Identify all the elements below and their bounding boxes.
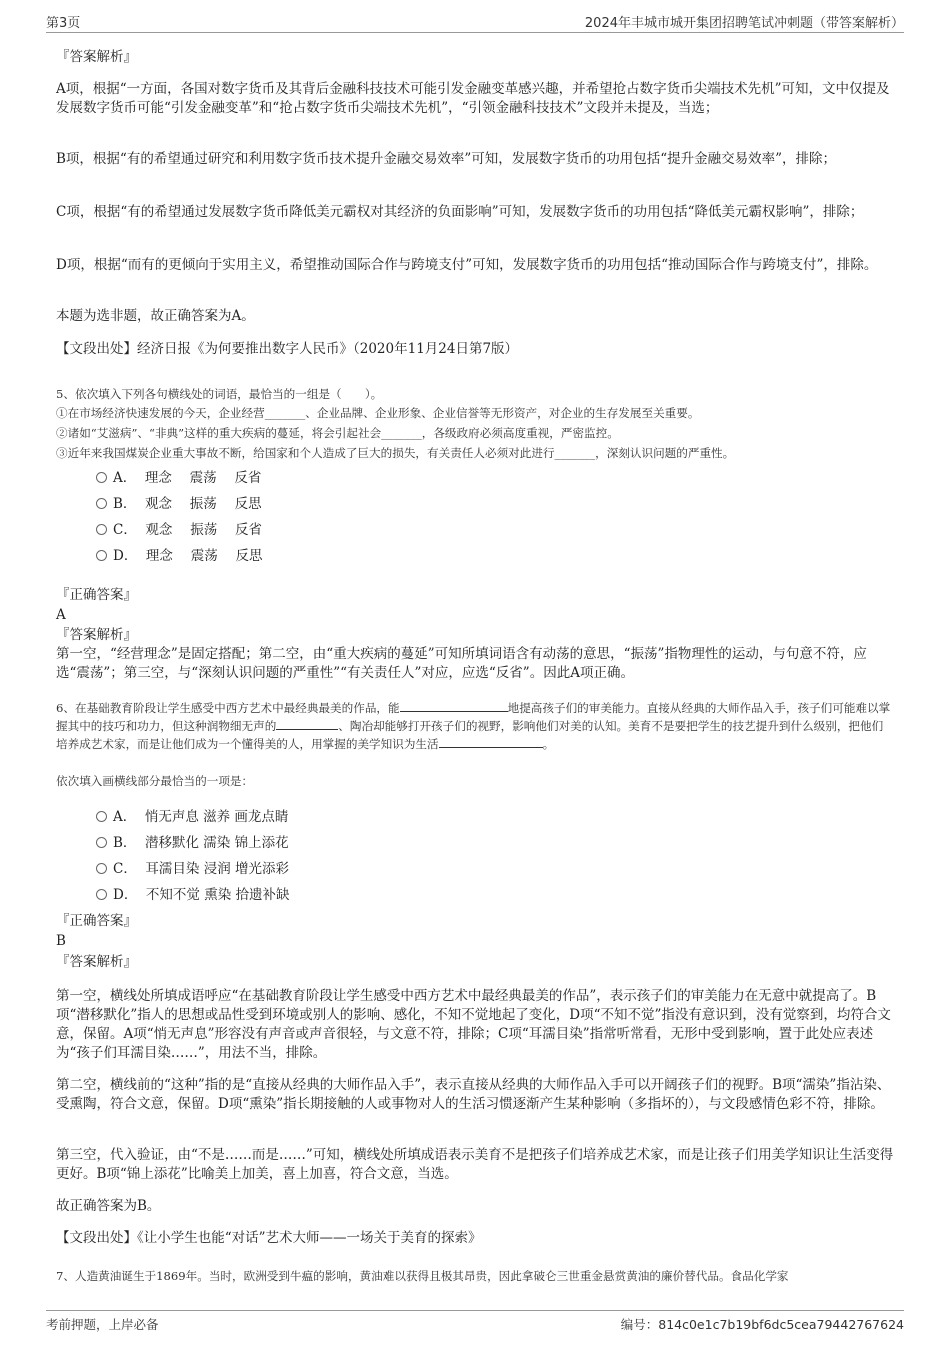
radio-icon[interactable] [96, 837, 107, 848]
radio-icon[interactable] [96, 498, 107, 509]
blank-line [439, 735, 543, 748]
blank-line [276, 717, 338, 730]
footer-slogan: 考前押题，上岸必备 [46, 1317, 159, 1332]
q6-option-d[interactable]: D． 不知不觉 熏染 拾遗补缺 [96, 885, 290, 905]
q4-analysis-c: C项，根据“有的希望通过发展数字货币降低美元霸权对其经济的负面影响”可知，发展数字货币的功用包括“降低美元霸权影响”，排除； [56, 204, 864, 220]
q4-analysis-label: 『答案解析』 [56, 49, 137, 65]
q6-analysis-p3: 第三空，代入验证，由“不是……而是……”可知，横线处所填成语表示美育不是把孩子们培养成艺术家，而是让孩子们用美学知识让生活变得更好。B项“锦上添花”比喻美上加美，喜上加喜，符合文意，当选。 [56, 1147, 894, 1182]
radio-icon[interactable] [96, 524, 107, 535]
q5-answer-label: 『正确答案』 [56, 587, 137, 603]
q4-analysis-d: D项，根据“而有的更倾向于实用主义，希望推动国际合作与跨境支付”可知，发展数字货币的功用包括“推动国际合作与跨境支付”，排除。 [56, 257, 878, 273]
radio-icon[interactable] [96, 863, 107, 874]
document-id: 编号：814c0e1c7b19bf6dc5cea79442767624 [620, 1317, 904, 1332]
q6-source: 【文段出处】《让小学生也能“对话”艺术大师——一场关于美育的探索》 [56, 1230, 482, 1246]
q5-option-d[interactable]: D． 理念 震荡 反思 [96, 546, 263, 566]
q5-stem: 5、依次填入下列各句横线处的词语，最恰当的一组是（ ）。 [56, 387, 383, 401]
page-header [46, 12, 904, 33]
q6-prompt: 依次填入画横线部分最恰当的一项是： [56, 774, 254, 788]
q6-option-c[interactable]: C． 耳濡目染 浸润 增光添彩 [96, 859, 289, 879]
blank-line [400, 699, 508, 712]
radio-icon[interactable] [96, 889, 107, 900]
q5-analysis-label: 『答案解析』 [56, 627, 137, 643]
q6-analysis-label: 『答案解析』 [56, 954, 137, 970]
q6-analysis-p1: 第一空，横线处所填成语呼应“在基础教育阶段让学生感受中西方艺术中最经典最美的作品”，表示孩子们的审美能力在无意中就提高了。B项“潜移默化”指人的思想或品性受到环境或别人的影响、感化，不知不觉地起了变化，D项“不知不觉”指没有意识到，没有觉察到，均符合文意，保留。A项“悄无声息”形容没有声音或声音很轻，与文意不符，排除；C项“耳濡目染”指常听常看，无形中受到影响，置于此处应表述为“孩子们耳濡目染……”，用法不当，排除。 [56, 988, 891, 1061]
q5-option-c[interactable]: C． 观念 振荡 反省 [96, 520, 262, 540]
q4-analysis-a: A项，根据“一方面，各国对数字货币及其背后金融科技技术可能引发金融变革感兴趣，并希望抢占数字货币尖端技术先机”可知，文中仅提及发展数字货币可能“引发金融变革”和“抢占数字货币尖端技术先机”，“引领金融科技技术”文段并未提及，当选； [56, 81, 890, 116]
document-title: 2024年丰城市城开集团招聘笔试冲刺题（带答案解析） [584, 16, 904, 31]
q5-sentence-2: ②诸如“艾滋病”、“非典”这样的重大疾病的蔓延，将会引起社会_______，各级政府必须高度重视，严密监控。 [56, 426, 619, 440]
q6-conclusion: 故正确答案为B。 [56, 1198, 161, 1214]
q6-answer: B [56, 933, 66, 949]
q6-option-b[interactable]: B． 潜移默化 濡染 锦上添花 [96, 833, 289, 853]
page-number: 第3页 [46, 16, 81, 31]
radio-icon[interactable] [96, 811, 107, 822]
q4-analysis-b: B项，根据“有的希望通过研究和利用数字货币技术提升金融交易效率”可知，发展数字货币的功用包括“提升金融交易效率”，排除； [56, 151, 837, 167]
q5-sentence-3: ③近年来我国煤炭企业重大事故不断，给国家和个人造成了巨大的损失，有关责任人必须对此进行_______，深刻认识问题的严重性。 [56, 446, 735, 460]
q6-stem: 6、在基础教育阶段让学生感受中西方艺术中最经典最美的作品，能 地提高孩子们的审美能力。直接从经典的大师作品入手，孩子们可能难以掌握其中的技巧和功力，但这种润物细无声的 、陶冶却能够打开孩子们的视野，影响他们对美的认知。美育不是要把学生的技艺提升到什么级别，把他们培养成艺术家，而是让他们成为一个懂得美的人，用掌握的美学知识为生活 。 [56, 701, 891, 751]
q6-option-a[interactable]: A． 悄无声息 滋养 画龙点睛 [96, 807, 288, 827]
q6-answer-label: 『正确答案』 [56, 913, 137, 929]
q5-answer: A [56, 607, 66, 623]
q5-option-a[interactable]: A． 理念 震荡 反省 [96, 468, 261, 488]
q5-sentence-1: ①在市场经济快速发展的今天，企业经营_______、企业品牌、企业形象、企业信誉等无形资产，对企业的生存发展至关重要。 [56, 406, 700, 420]
page-footer [46, 1310, 904, 1331]
q4-conclusion: 本题为选非题，故正确答案为A。 [56, 308, 255, 324]
q7-stem: 7、人造黄油诞生于1869年。当时，欧洲受到牛瘟的影响，黄油难以获得且极其昂贵，因此拿破仑三世重金悬赏黄油的廉价替代品。食品化学家 [56, 1269, 789, 1283]
q5-option-b[interactable]: B． 观念 振荡 反思 [96, 494, 262, 514]
radio-icon[interactable] [96, 550, 107, 561]
q6-analysis-p2: 第二空，横线前的“这种”指的是“直接从经典的大师作品入手”，表示直接从经典的大师作品入手可以开阔孩子们的视野。B项“濡染”指沾染、受熏陶，符合文意，保留。D项“熏染”指长期接触的人或事物对人的生活习惯逐渐产生某种影响（多指坏的），与文段感情色彩不符，排除。 [56, 1077, 891, 1112]
radio-icon[interactable] [96, 472, 107, 483]
q5-analysis: 第一空，“经营理念”是固定搭配；第二空，由“重大疾病的蔓延”可知所填词语含有动荡的意思，“振荡”指物理性的运动，与句意不符，应选“震荡”；第三空，与“深刻认识问题的严重性”“有关责任人”对应，应选“反省”。因此A项正确。 [56, 646, 867, 681]
q4-source: 【文段出处】经济日报《为何要推出数字人民币》（2020年11月24日第7版） [56, 341, 519, 357]
